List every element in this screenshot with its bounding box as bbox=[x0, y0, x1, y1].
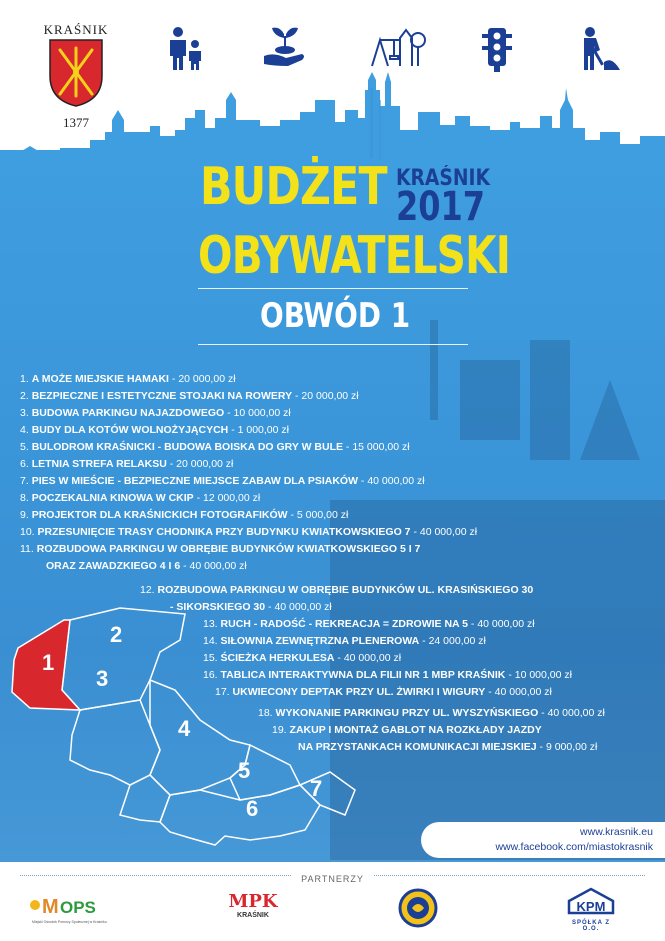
list-item: 5. BULODROM KRAŚNICKI - BUDOWA BOISKA DO GRY W BULE - 15 000,00 zł bbox=[20, 441, 410, 453]
coat-of-arms-icon bbox=[46, 38, 106, 108]
title-town: KRAŚNIK bbox=[396, 166, 490, 191]
sun-icon bbox=[28, 898, 42, 912]
list-item: 4. BUDY DLA KOTÓW WOLNOŻYJĄCYCH - 1 000,00 zł bbox=[20, 424, 289, 436]
mops-logo: M OPS Miejski Ośrodek Pomocy Społecznej w Kraśniku bbox=[28, 894, 128, 930]
district-label-7: 7 bbox=[310, 776, 323, 801]
list-item-continuation: - SIKORSKIEGO 30 - 40 000,00 zł bbox=[170, 601, 332, 613]
facebook-link[interactable]: www.facebook.com/miastokrasnik bbox=[495, 841, 653, 853]
title-year: 2017 bbox=[396, 184, 486, 230]
title-obywatelski: OBYWATELSKI bbox=[198, 226, 511, 286]
list-item-continuation: ORAZ ZAWADZKIEGO 4 I 6 - 40 000,00 zł bbox=[46, 560, 247, 572]
district-label-6: 6 bbox=[246, 796, 259, 821]
plant-in-hand-icon bbox=[262, 26, 308, 72]
list-item: 18. WYKONANIE PARKINGU PRZY UL. WYSZYŃSKIEGO - 40 000,00 zł bbox=[258, 707, 605, 719]
list-item: 12. ROZBUDOWA PARKINGU W OBRĘBIE BUDYNKÓW UL. KRASIŃSKIEGO 30 bbox=[140, 584, 534, 596]
list-item: 16. TABLICA INTERAKTYWNA DLA FILII NR 1 MBP KRAŚNIK - 10 000,00 zł bbox=[203, 669, 572, 681]
list-item: 1. A MOŻE MIEJSKIE HAMAKI - 20 000,00 zł bbox=[20, 373, 236, 385]
list-item: 14. SIŁOWNIA ZEWNĘTRZNA PLENEROWA - 24 000,00 zł bbox=[203, 635, 486, 647]
district-label-5: 5 bbox=[238, 758, 251, 783]
city-crest bbox=[36, 22, 116, 131]
district-heading: OBWÓD 1 bbox=[260, 296, 411, 336]
title-divider-bottom bbox=[198, 344, 468, 345]
list-item: 3. BUDOWA PARKINGU NAJAZDOWEGO - 10 000,00 zł bbox=[20, 407, 291, 419]
list-item: 7. PIES W MIEŚCIE - BEZPIECZNE MIEJSCE ZABAW DLA PSIAKÓW - 40 000,00 zł bbox=[20, 475, 425, 487]
district-label-2: 2 bbox=[110, 622, 123, 647]
crest-year: 1377 bbox=[63, 115, 89, 130]
partners-heading: PARTNERZY bbox=[0, 869, 665, 887]
list-item: 13. RUCH - RADOŚĆ - REKREACJA = ZDROWIE NA 5 - 40 000,00 zł bbox=[203, 618, 535, 630]
web-links-box bbox=[421, 822, 665, 858]
list-item: 2. BEZPIECZNE I ESTETYCZNE STOJAKI NA ROWERY - 20 000,00 zł bbox=[20, 390, 359, 402]
list-item: 8. POCZEKALNIA KINOWA W CKIP - 12 000,00 zł bbox=[20, 492, 261, 504]
list-item: 9. PROJEKTOR DLA KRAŚNICKICH FOTOGRAFIKÓW - 5 000,00 zł bbox=[20, 509, 349, 521]
list-item: 6. LETNIA STREFA RELAKSU - 20 000,00 zł bbox=[20, 458, 234, 470]
district-label-4: 4 bbox=[178, 716, 191, 741]
title-budzet: BUDŻET bbox=[200, 157, 387, 217]
svg-text:KPM: KPM bbox=[576, 899, 606, 914]
list-item: 17. UKWIECONY DEPTAK PRZY UL. ŻWIRKI I WIGURY - 40 000,00 zł bbox=[215, 686, 552, 698]
traffic-light-icon bbox=[482, 26, 512, 72]
round-emblem-icon bbox=[398, 888, 438, 928]
mpk-logo: MPK KRAŚNIK bbox=[228, 891, 278, 919]
list-item-continuation: NA PRZYSTANKACH KOMUNIKACJI MIEJSKIEJ - 9 000,00 zł bbox=[298, 741, 598, 753]
list-item: 15. ŚCIEŻKA HERKULESA - 40 000,00 zł bbox=[203, 652, 402, 664]
website-link[interactable]: www.krasnik.eu bbox=[580, 826, 653, 838]
house-roof-icon bbox=[567, 887, 615, 915]
list-item: 11. ROZBUDOWA PARKINGU W OBRĘBIE BUDYNKÓW KWIATKOWSKIEGO 5 I 7 bbox=[20, 543, 421, 555]
kpm-logo: KPM SPÓŁKA Z O.O. bbox=[563, 887, 619, 929]
family-icon bbox=[164, 26, 206, 72]
worker-shovel-icon bbox=[574, 26, 622, 72]
title-divider-top bbox=[198, 288, 468, 289]
crest-name: KRAŚNIK bbox=[43, 22, 109, 37]
list-item: 10. PRZESUNIĘCIE TRASY CHODNIKA PRZY BUDYNKU KWIATKOWSKIEGO 7 - 40 000,00 zł bbox=[20, 526, 478, 538]
district-label-3: 3 bbox=[96, 666, 109, 691]
list-item: 19. ZAKUP I MONTAŻ GABLOT NA ROZKŁADY JAZDY bbox=[272, 724, 542, 736]
district-map bbox=[0, 600, 420, 860]
playground-icon bbox=[370, 26, 426, 70]
district-label-1: 1 bbox=[42, 650, 55, 675]
